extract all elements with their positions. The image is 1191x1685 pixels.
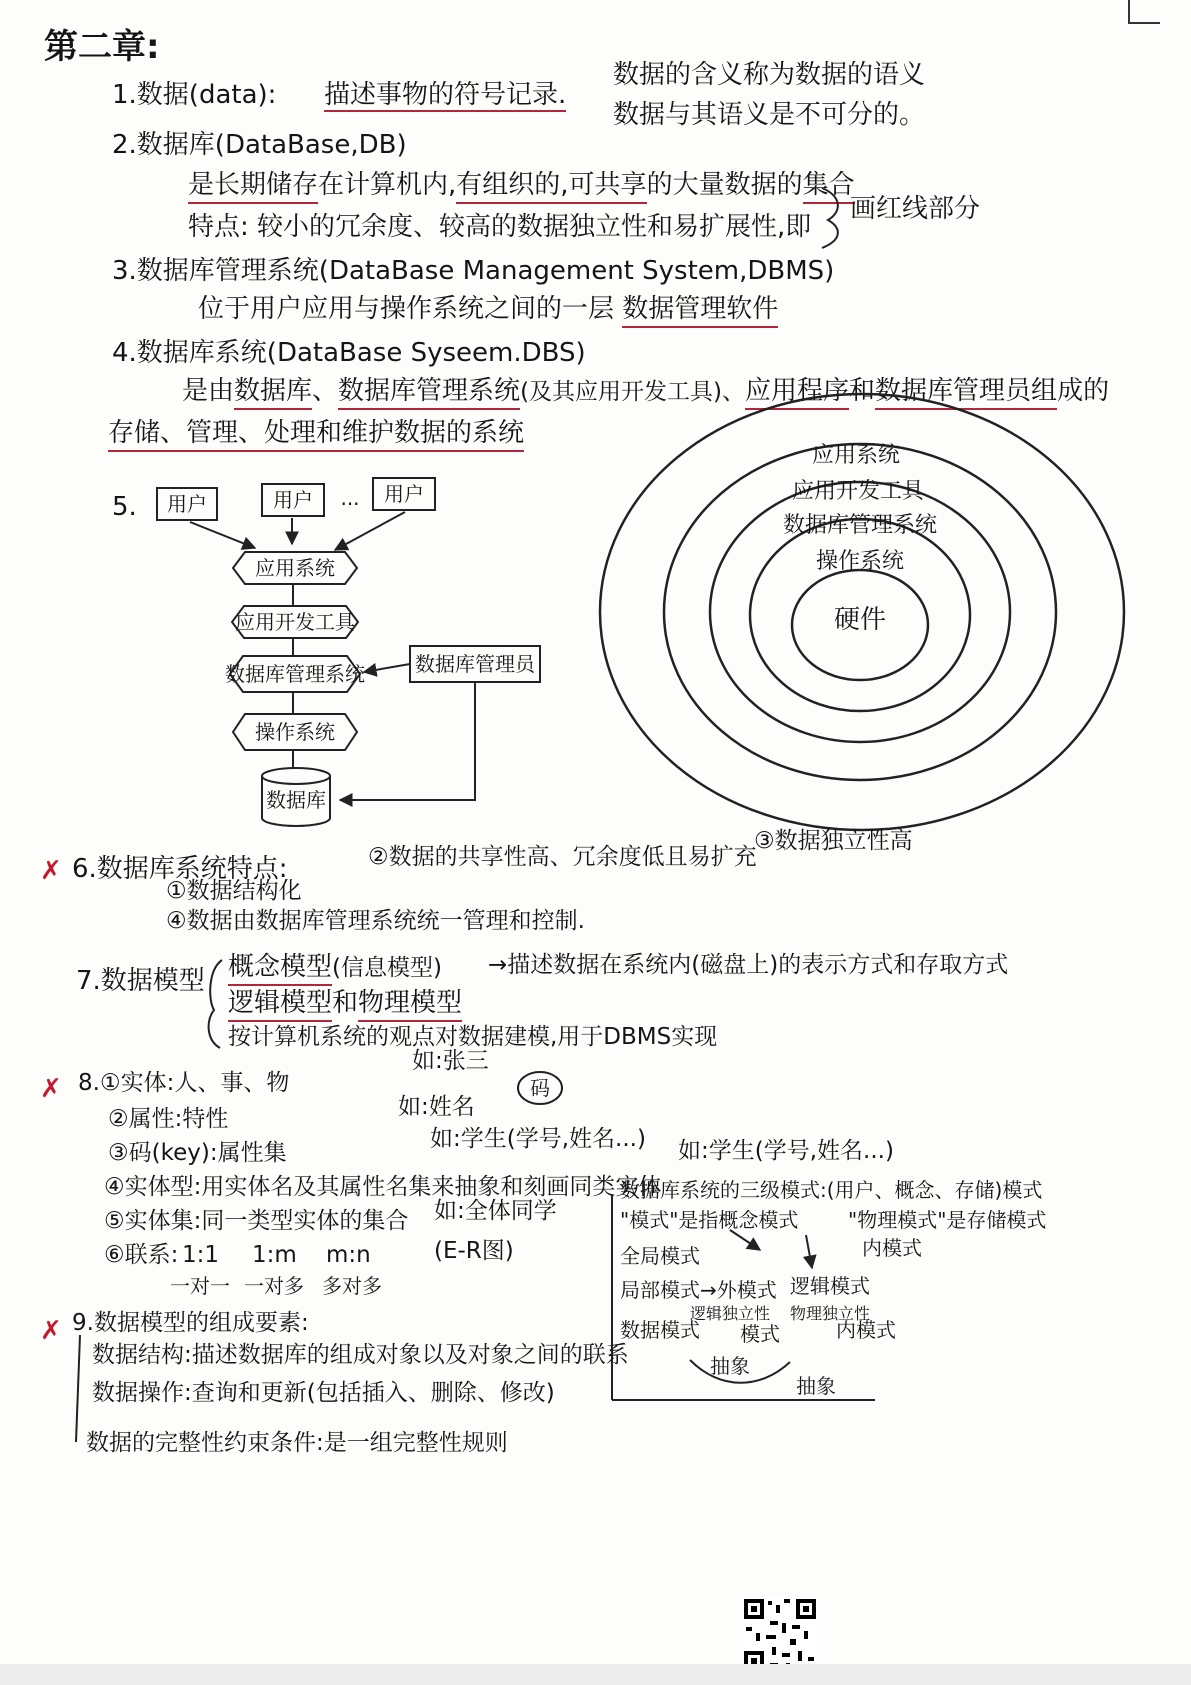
item7-line2: [228, 990, 462, 1016]
schema-line3: 全局模式: [620, 1244, 700, 1268]
user-label-1: 用户: [167, 492, 207, 516]
side-note-line2: 数据与其语义是不可分的。: [613, 100, 926, 130]
red-line-note: 画红线部分: [850, 194, 981, 224]
item4-db: 数据库: [234, 376, 312, 410]
ring-label-os: 操作系统: [815, 549, 905, 574]
side-note-line1: 数据的含义称为数据的语义: [613, 60, 926, 90]
item8-key: ③码(key):属性集: [108, 1140, 287, 1166]
item4-and: 和: [849, 376, 876, 406]
item4-shiyou: 是由: [182, 376, 235, 406]
schema-line4a: 局部模式→外模式: [620, 1278, 777, 1302]
chapter-title: 第二章:: [44, 27, 160, 67]
rel-sub-one-many: 一对多: [244, 1274, 304, 1298]
logical-and: 和: [332, 988, 359, 1018]
item4-app: 应用程序: [745, 376, 849, 410]
arrow-dba-dbms: [364, 664, 410, 672]
item4-sep: 、: [312, 376, 339, 406]
rel-one-many: 1:m: [252, 1242, 297, 1268]
schema-line2a: "模式"是指概念模式: [620, 1208, 799, 1232]
schema-line2b: "物理模式"是存储模式: [848, 1208, 1047, 1232]
item3-def-position: 位于用户应用与操作系统之间的一层: [198, 294, 615, 324]
rel-one-one: 1:1: [182, 1242, 220, 1268]
ring-label-dev-tools: 应用开发工具: [791, 479, 925, 504]
item6-marker: ✗: [40, 856, 62, 886]
schema-line5b: 逻辑独立性: [690, 1304, 771, 1323]
item9-marker: ✗: [40, 1316, 62, 1346]
layer-label-app-system: 应用系统: [255, 556, 335, 580]
item8-entity-type-example: 如:学生(学号,姓名...): [678, 1138, 894, 1164]
er-diagram-note: (E-R图): [434, 1238, 514, 1264]
item2-feature-label: 特点:: [188, 212, 249, 242]
item4-dbms: 数据库管理系统: [338, 376, 520, 410]
item4-dba: 数据库管理员组: [875, 376, 1057, 410]
item7-line1: [228, 954, 442, 980]
item7-label: 7.数据模型: [76, 966, 205, 996]
item6-point1: ①数据结构化: [166, 878, 302, 904]
logical-model: 逻辑模型: [228, 988, 332, 1022]
conceptual-model: 概念模型: [228, 952, 332, 986]
schema-line6b: 抽象: [796, 1374, 836, 1398]
item8-entity-type: ④实体型:用实体名及其属性名集来抽象和刻画同类实体: [104, 1174, 662, 1200]
user-label-3: 用户: [384, 482, 424, 506]
item4-functions: 存储、管理、处理和维护: [108, 418, 394, 452]
item6-point4: ④数据由数据库管理系统统一管理和控制.: [166, 908, 585, 934]
schema-line5e: 内模式: [836, 1318, 896, 1342]
item4-system: 数据的系统: [394, 418, 524, 452]
physical-model: 物理模型: [358, 988, 462, 1022]
rel-many-many: m:n: [326, 1242, 371, 1268]
conceptual-model-note: (信息模型): [332, 955, 442, 981]
item2-def-shared: 可共享: [569, 170, 647, 204]
database-cylinder-top: [262, 768, 330, 784]
item2-def-incomputer: 在计算机内,: [318, 170, 457, 200]
item6-point2: ②数据的共享性高、冗余度低且易扩充: [368, 844, 757, 870]
item4-label: 4.数据库系统(DataBase Syseem.DBS): [112, 338, 586, 368]
item2-label: 2.数据库(DataBase,DB): [112, 130, 407, 160]
item8-entity-example: 如:张三: [412, 1048, 489, 1074]
arrow-dba-db: [340, 682, 475, 800]
physical-model-description: →描述数据在系统内(磁盘上)的表示方式和存取方式: [488, 952, 1009, 978]
schema-line5c: 模式: [740, 1322, 780, 1346]
item6-point3: ③数据独立性高: [754, 828, 913, 854]
key-circle-label: 码: [530, 1076, 550, 1100]
schema-line5d: 物理独立性: [790, 1304, 871, 1323]
item6-label: 6.数据库系统特点:: [72, 854, 288, 884]
ring-label-app-system: 应用系统: [811, 443, 901, 468]
item8-key-example: 如:学生(学号,姓名...): [430, 1126, 646, 1152]
item1-definition: 描述事物的符号记录.: [324, 80, 567, 110]
item5-label: 5.: [112, 492, 137, 522]
schema-arrow-2: [806, 1235, 812, 1268]
item8-entity-set: ⑤实体集:同一类型实体的集合: [104, 1208, 409, 1234]
layer-label-os: 操作系统: [255, 720, 335, 744]
item8-attribute: ②属性:特性: [108, 1106, 229, 1132]
schema-line6a: 抽象: [710, 1354, 750, 1378]
schema-line2c: 内模式: [862, 1236, 922, 1260]
brace-item7: [209, 960, 222, 1048]
qr-code: [742, 1597, 818, 1673]
dba-label: 数据库管理员: [415, 652, 535, 676]
schema-line1: 数据库系统的三级模式:(用户、概念、存储)模式: [620, 1178, 1043, 1202]
arrow-user3: [335, 512, 405, 550]
item3-label: 3.数据库管理系统(DataBase Management System,DBMS): [112, 256, 835, 286]
item1-label: 1.数据(data):: [112, 80, 277, 110]
item2-def-bulk: 的大量数据的: [646, 170, 803, 200]
schema-arrow-1: [730, 1230, 760, 1250]
item4-composed: 成的: [1057, 376, 1110, 406]
rel-sub-many-many: 多对多: [322, 1274, 382, 1298]
layer-label-dbms: 数据库管理系统: [225, 662, 365, 686]
arrow-user1: [190, 522, 255, 548]
item8-entity-set-example: 如:全体同学: [434, 1198, 557, 1224]
item8-relationship: ⑥联系:: [104, 1242, 179, 1268]
item8-attribute-example: 如:姓名: [398, 1094, 475, 1120]
item9-label: 9.数据模型的组成要素:: [72, 1310, 309, 1336]
item8-marker: ✗: [40, 1074, 62, 1104]
item8-entity: 8.①实体:人、事、物: [78, 1070, 290, 1096]
item7-line3: 按计算机系统的观点对数据建模,用于DBMS实现: [228, 1024, 718, 1050]
item4-tools: (及其应用开发工具)、: [520, 379, 746, 405]
item2-def-organized: 有组织的,: [456, 170, 568, 204]
rel-sub-one-one: 一对一: [170, 1274, 230, 1298]
item9-element2: 数据操作:查询和更新(包括插入、删除、修改): [92, 1380, 555, 1406]
ring-label-hardware: 硬件: [833, 605, 887, 635]
ring-label-dbms: 数据库管理系统: [782, 513, 938, 538]
users-ellipsis: ...: [340, 486, 360, 510]
brace-item2: [822, 188, 838, 248]
item9-element1: 数据结构:描述数据库的组成对象以及对象之间的联系: [92, 1342, 629, 1368]
item2-def-longterm: 是长期储存: [188, 170, 318, 204]
database-label: 数据库: [266, 788, 326, 812]
bottom-scan-edge: [0, 1664, 1191, 1685]
item9-element3: 数据的完整性约束条件:是一组完整性规则: [86, 1430, 508, 1456]
item3-def-software: 数据管理软件: [622, 294, 778, 328]
user-label-2: 用户: [273, 488, 313, 512]
schema-line5a: 数据模式: [620, 1318, 700, 1342]
item2-def-set: 集合: [803, 170, 855, 204]
bracket-item9: [76, 1335, 80, 1442]
schema-line4b: 逻辑模式: [790, 1274, 870, 1298]
layer-label-app-tools: 应用开发工具: [235, 610, 355, 634]
item2-feature-text: 较小的冗余度、较高的数据独立性和易扩展性,即: [257, 212, 812, 242]
